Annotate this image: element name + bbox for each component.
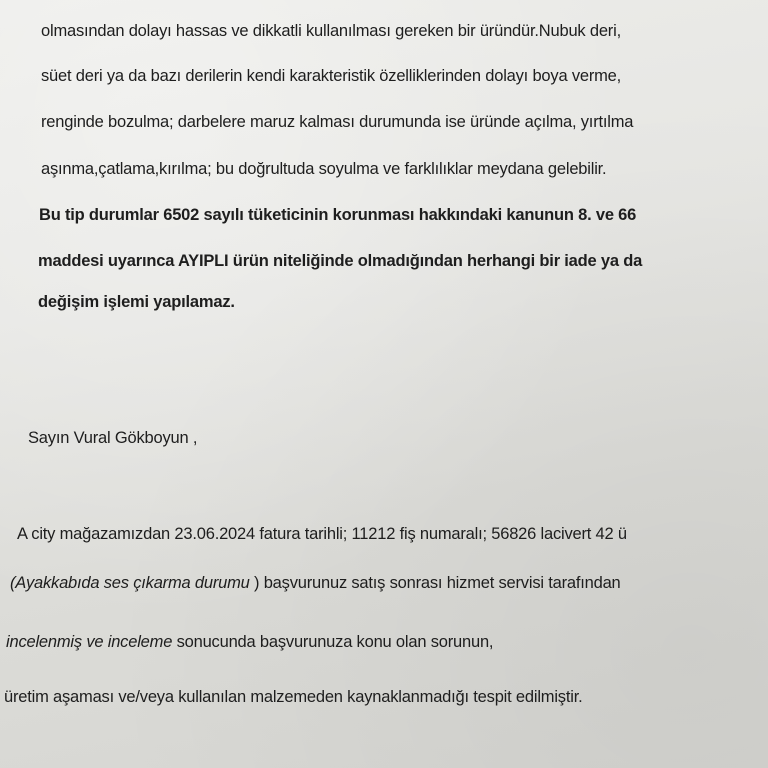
body-text-line: renginde bozulma; darbelere maruz kalması durumunda ise üründe açılma, yırtılma bbox=[41, 113, 634, 131]
complaint-subject: (Ayakkabıda ses çıkarma durumu bbox=[10, 574, 255, 592]
notice-text-line: değişim işlemi yapılamaz. bbox=[38, 293, 235, 311]
body-text-line bbox=[10, 573, 621, 593]
notice-text-line: Bu tip durumlar 6502 sayılı tüketicinin korunması hakkındaki kanunun 8. ve 66 bbox=[39, 206, 637, 224]
body-text-span: ) başvurunuz satış sonrası hizmet servisi tarafından bbox=[254, 574, 621, 592]
body-text-span: sonucunda başvurunuza konu olan sorunun, bbox=[172, 633, 494, 651]
salutation: Sayın Vural Gökboyun , bbox=[28, 429, 198, 447]
body-text-line: A city mağazamızdan 23.06.2024 fatura tarihli; 11212 fiş numaralı; 56826 lacivert 42 ü bbox=[17, 525, 627, 543]
body-text-line: aşınma,çatlama,kırılma; bu doğrultuda soyulma ve farklılıklar meydana gelebilir. bbox=[41, 160, 607, 178]
body-text-line: süet deri ya da bazı derilerin kendi karakteristik özelliklerinden dolayı boya verme, bbox=[41, 67, 622, 85]
notice-text-line: maddesi uyarınca AYIPLI ürün niteliğinde olmadığından herhangi bir iade ya da bbox=[38, 252, 643, 270]
body-text-line: üretim aşaması ve/veya kullanılan malzemeden kaynaklanmadığı tespit edilmiştir. bbox=[4, 688, 583, 706]
body-text-line bbox=[6, 632, 493, 652]
body-text-line: olmasından dolayı hassas ve dikkatli kullanılması gereken bir üründür.Nubuk deri, bbox=[41, 22, 621, 40]
italic-text-span: incelenmiş ve inceleme bbox=[6, 633, 173, 651]
